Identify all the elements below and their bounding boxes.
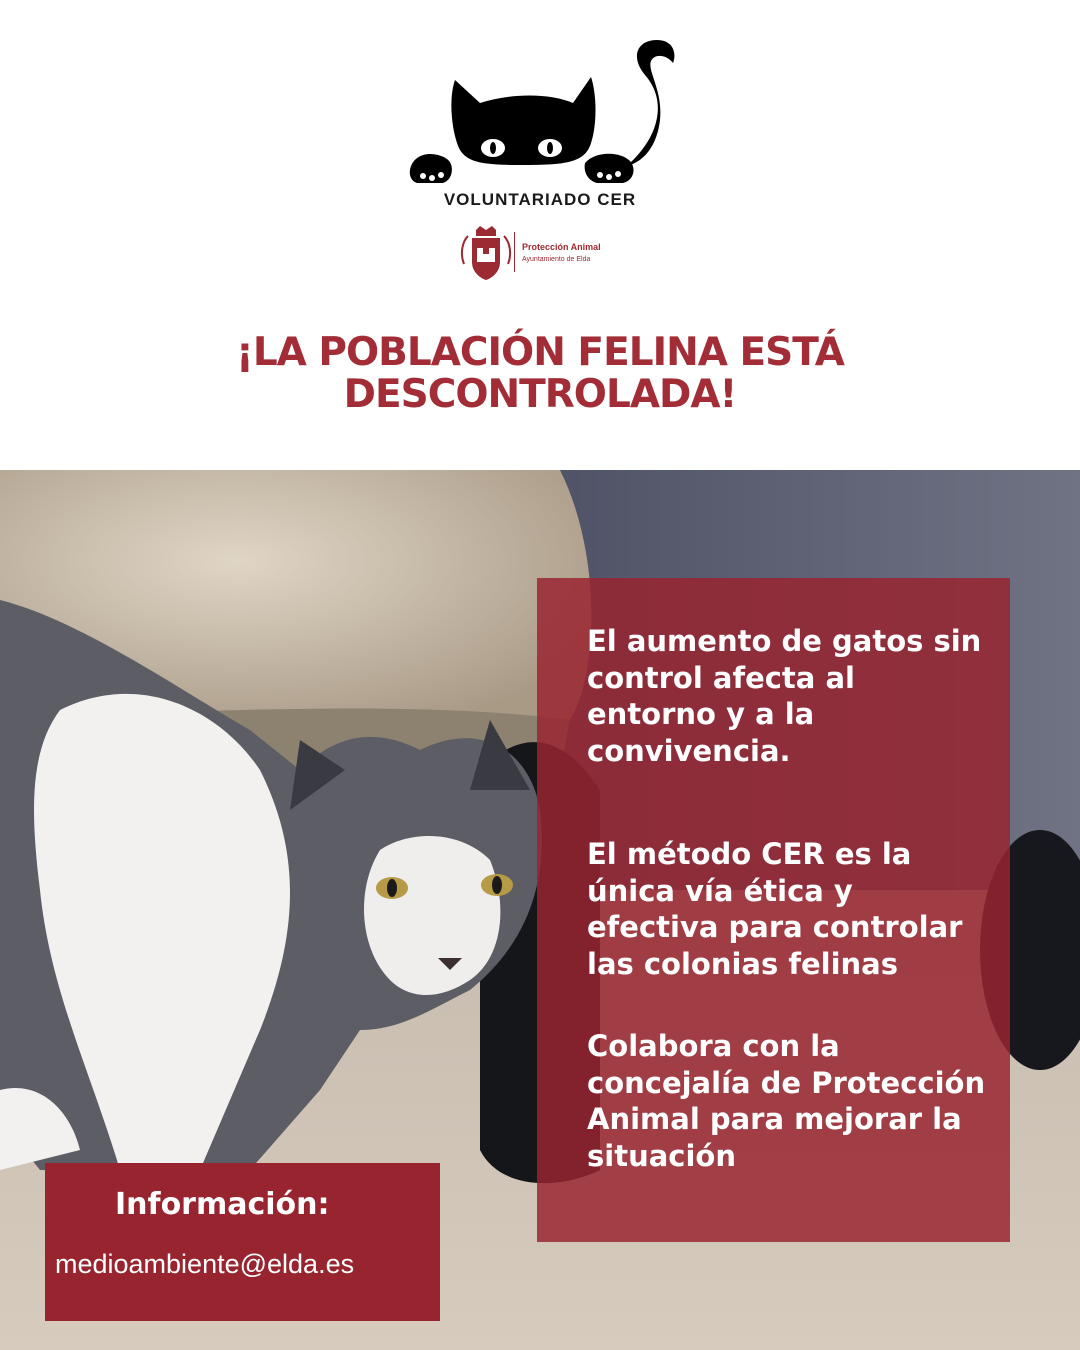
contact-label: Información:	[115, 1187, 330, 1222]
info-paragraph: Colabora con la concejalía de Protección Animal para mejorar la situación	[587, 1029, 986, 1173]
header	[0, 0, 1080, 300]
seal-divider	[514, 232, 515, 272]
headline: ¡LA POBLACIÓN FELINA ESTÁ DESCONTROLADA!	[236, 330, 844, 417]
brand-title: VOLUNTARIADO CER	[443, 190, 637, 209]
info-paragraph: El método CER es la única vía ética y efectiva para controlar las colonias felinas	[587, 837, 963, 981]
city-seal-icon	[458, 224, 514, 282]
peeking-cat-icon	[405, 35, 680, 190]
info-panel	[537, 578, 1010, 1242]
contact-box	[45, 1163, 440, 1321]
department-name: Protección Animal	[522, 242, 601, 252]
department-subtitle: Ayuntamiento de Elda	[522, 256, 591, 263]
contact-email-link[interactable]: medioambiente@elda.es	[55, 1249, 355, 1279]
info-paragraph: El aumento de gatos sin control afecta al entorno y a la convivencia.	[587, 624, 982, 768]
department-block	[522, 242, 601, 263]
